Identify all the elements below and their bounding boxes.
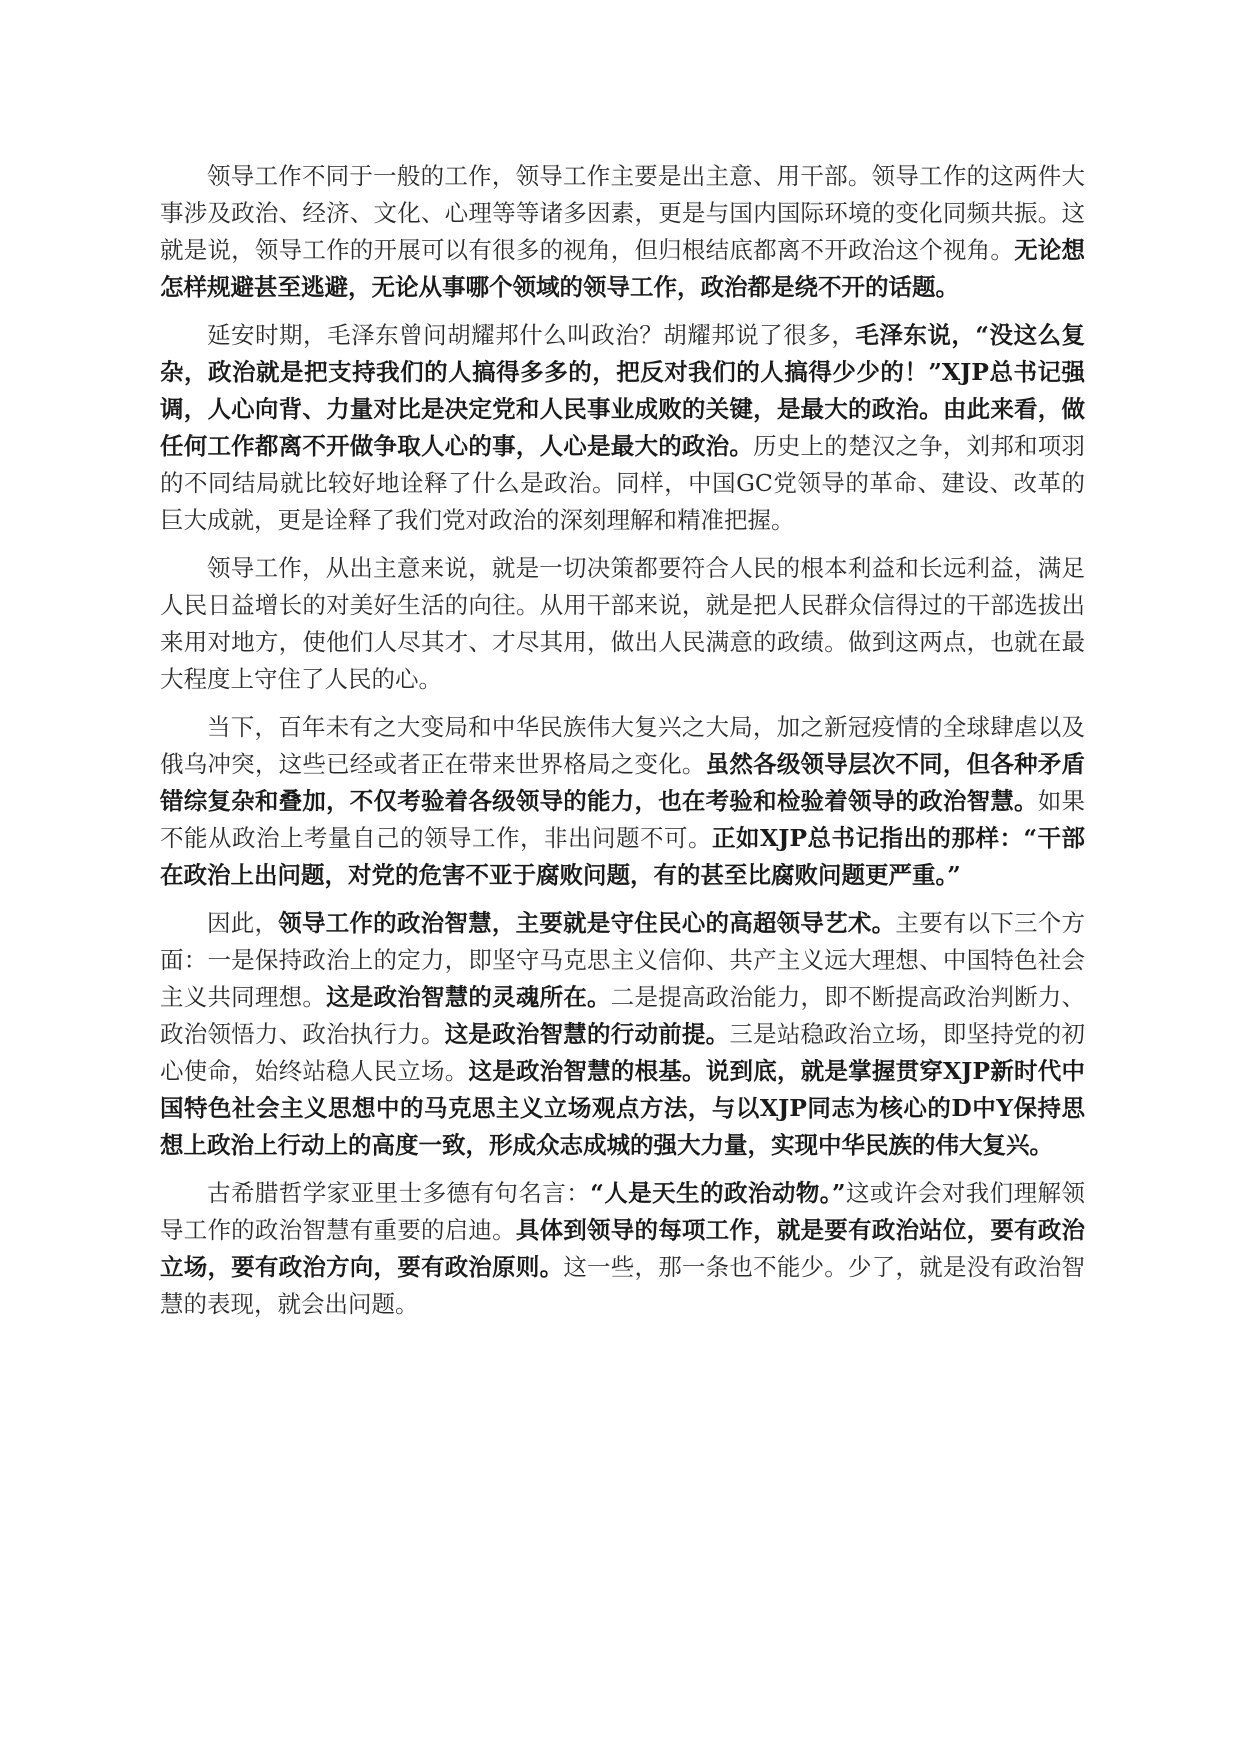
bold-segment: 这是政治智慧的根基。说到底，就是掌握贯穿XJP新时代中国特色社会主义思想中的马克思主义立场观点方法，与以XJP同志为核心的D中Y保持思想上政治上行动上的高度一致，形成众志成城的强大力量，实现中华民族的伟大复兴。: [160, 1057, 1085, 1159]
text-segment: 这一些，那一条也不能少。少了，就是没有政治智慧的表现，就会出问题。: [160, 1253, 1086, 1318]
bold-segment: XJP总书记强调，人心向背、力量对比是决定党和人民事业成败的关键，是最大的政治。由此来看，做任何工作都离不开做争取人心的事，人心是最大的政治。: [160, 358, 1085, 460]
text-segment: 古希腊哲学家亚里士多德有句名言：: [207, 1179, 591, 1207]
text-segment: 延安时期，毛泽东曾问胡耀邦什么叫政治？胡耀邦说了很多，: [207, 321, 856, 349]
paragraph-6: [160, 1175, 1085, 1323]
bold-segment: 虽然各级领导层次不同，但各种矛盾错综复杂和叠加，不仅考验着各级领导的能力，也在考验和检验着领导的政治智慧。: [160, 750, 1086, 815]
paragraph-2: [160, 317, 1085, 539]
bold-segment: 这是政治智慧的行动前提。: [444, 1020, 730, 1048]
bold-segment: 正如XJP总书记指出的那样：“干部在政治上出问题，对党的危害不亚于腐败问题，有的甚至比腐败问题更严重。”: [160, 824, 1086, 889]
bold-segment: 领导工作的政治智慧，主要就是守住民心的高超领导艺术。: [278, 909, 896, 937]
document-body: [160, 158, 1085, 1334]
text-segment: 二是提高政治能力，即不断提高政治判断力、政治领悟力、政治执行力。: [160, 983, 1086, 1048]
text-segment: 如果不能从政治上考量自己的领导工作，非出问题不可。: [160, 787, 1086, 852]
text-segment: 领导工作不同于一般的工作，领导工作主要是出主意、用干部。领导工作的这两件大事涉及政治、经济、文化、心理等等诸多因素，更是与国内国际环境的变化同频共振。这就是说，领导工作的开展可以有很多的视角，但归根结底都离不开政治这个视角。: [160, 162, 1085, 264]
paragraph-5: [160, 905, 1085, 1164]
text-segment: 历史上的楚汉之争，刘邦和项羽的不同结局就比较好地诠释了什么是政治。同样，中国GC党领导的革命、建设、改革的巨大成就，更是诠释了我们党对政治的深刻理解和精准把握。: [160, 432, 1086, 534]
paragraph-1: [160, 158, 1085, 306]
bold-segment: 无论想怎样规避甚至逃避，无论从事哪个领域的领导工作，政治都是绕不开的话题。: [160, 236, 1086, 301]
text-segment: 因此，: [207, 909, 279, 937]
bold-segment: 这是政治智慧的灵魂所在。: [326, 983, 611, 1011]
text-segment: 领导工作，从出主意来说，就是一切决策都要符合人民的根本利益和长远利益，满足人民日益增长的对美好生活的向往。从用干部来说，就是把人民群众信得过的干部选拔出来用对地方，使他们人尽其才、才尽其用，做出人民满意的政绩。做到这两点，也就在最大程度上守住了人民的心。: [160, 554, 1085, 693]
paragraph-4: [160, 709, 1085, 894]
paragraph-3: [160, 550, 1085, 698]
text-segment: 这或许会对我们理解领导工作的政治智慧有重要的启迪。: [160, 1179, 1085, 1244]
text-segment: 主要有以下三个方面：一是保持政治上的定力，即坚守马克思主义信仰、共产主义远大理想、中国特色社会主义共同理想。: [160, 909, 1086, 1011]
text-segment: 三是站稳政治立场，即坚持党的初心使命，始终站稳人民立场。: [160, 1020, 1086, 1085]
bold-segment: 具体到领导的每项工作，就是要有政治站位，要有政治立场，要有政治方向，要有政治原则。: [160, 1216, 1086, 1281]
bold-segment: “人是天生的政治动物。”: [590, 1179, 846, 1207]
text-segment: 当下，百年未有之大变局和中华民族伟大复兴之大局，加之新冠疫情的全球肆虐以及俄乌冲突，这些已经或者正在带来世界格局之变化。: [160, 713, 1085, 778]
bold-segment: 毛泽东说，“没这么复杂，政治就是把支持我们的人搞得多多的，把反对我们的人搞得少少的！”: [160, 321, 1085, 386]
